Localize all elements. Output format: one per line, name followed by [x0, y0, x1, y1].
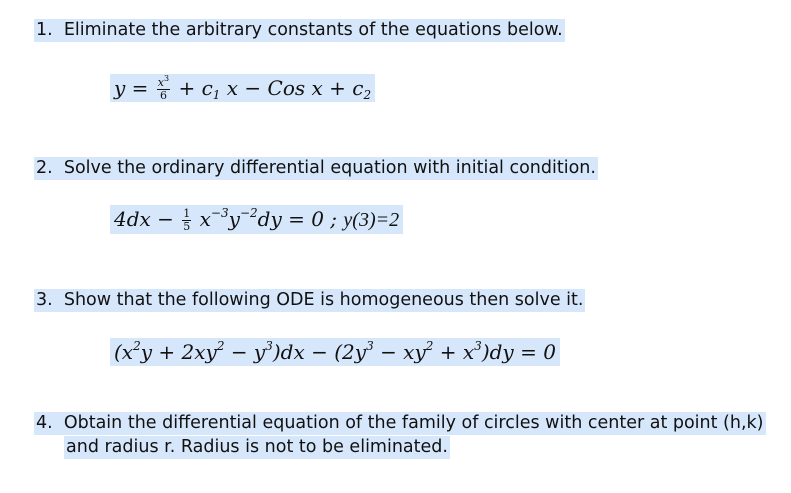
equation-2	[110, 205, 403, 234]
eq2-y-exp: −2	[239, 206, 258, 220]
eq3-term-7: )dy = 0	[481, 340, 556, 364]
eq3-exp-5: 2	[425, 339, 434, 353]
eq3-term-4: )dx − (2y	[272, 340, 367, 364]
eq3-exp-2: 2	[216, 339, 225, 353]
eq3-term-5: − xy	[380, 340, 426, 364]
question-1	[34, 18, 565, 42]
question-4-text-line2: and radius r. Radius is not to be eliminated.	[66, 437, 448, 457]
question-2	[34, 156, 598, 180]
eq1-frac-num: x	[157, 76, 164, 89]
eq2-fraction	[182, 208, 191, 233]
eq2-y: y	[228, 207, 240, 231]
question-2-number: 2.	[36, 158, 53, 178]
question-2-highlight	[34, 157, 598, 180]
question-1-number: 1.	[36, 20, 53, 40]
eq3-exp-6: 3	[474, 339, 482, 353]
question-2-text: Solve the ordinary differential equation with initial condition.	[63, 158, 596, 178]
eq2-initial-condition: y(3)=2	[343, 209, 400, 231]
eq3-term-1: (x	[114, 340, 134, 364]
eq3-exp-3: 3	[265, 339, 273, 353]
eq2-frac-den: 5	[183, 220, 191, 233]
eq2-x-exp: −3	[210, 206, 229, 220]
eq2-lead: 4dx −	[114, 207, 174, 231]
eq2-x: x	[199, 207, 211, 231]
question-3-text: Show that the following ODE is homogeneous then solve it.	[63, 290, 584, 310]
question-4-line1	[34, 412, 766, 435]
question-4	[34, 411, 766, 459]
eq1-sub2: 2	[363, 88, 372, 102]
eq1-fraction	[157, 74, 170, 102]
eq1-lhs: y =	[114, 76, 149, 100]
eq2-rest: dy = 0 ;	[257, 207, 338, 231]
eq3-term-3: − y	[230, 340, 266, 364]
eq3-exp-1: 2	[133, 339, 141, 353]
equation-3	[110, 338, 560, 366]
question-3-number: 3.	[36, 290, 53, 310]
question-1-text: Eliminate the arbitrary constants of the equations below.	[63, 20, 563, 40]
question-4-number: 4.	[36, 413, 53, 433]
equation-1	[110, 74, 375, 102]
eq3-term-6: + x	[439, 340, 475, 364]
question-4-text-line1: Obtain the differential equation of the family of circles with center at point (h,k)	[63, 413, 764, 433]
question-3-highlight	[34, 289, 585, 312]
eq1-frac-num-exp: 3	[164, 74, 170, 83]
eq2-frac-num: 1	[183, 207, 191, 220]
eq3-exp-4: 3	[366, 339, 374, 353]
eq1-part1: + c	[178, 76, 213, 100]
eq1-part2: x − Cos x + c	[226, 76, 364, 100]
eq1-frac-den: 6	[159, 89, 167, 102]
eq1-sub1: 1	[212, 88, 221, 102]
question-3	[34, 288, 585, 312]
eq3-term-2: y + 2xy	[140, 340, 217, 364]
question-1-highlight	[34, 19, 565, 42]
